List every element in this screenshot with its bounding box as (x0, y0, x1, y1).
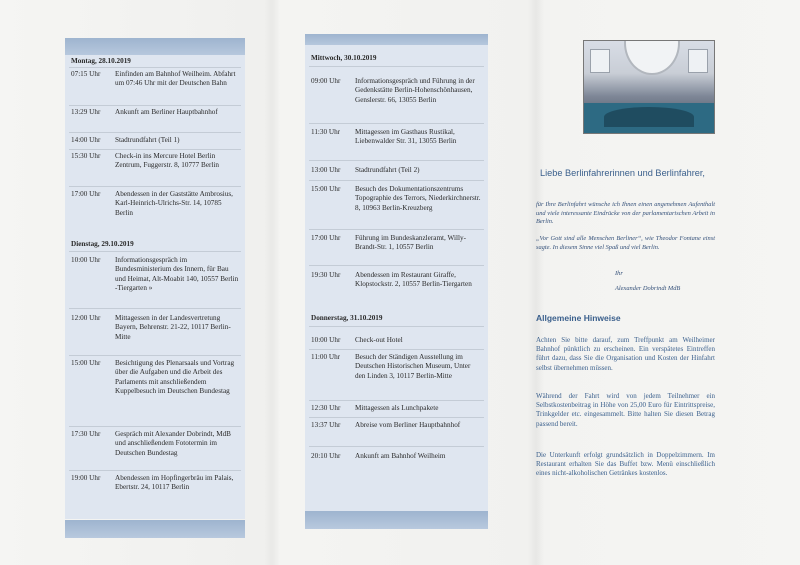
footer-bar (305, 511, 488, 529)
row-time: 11:00 Uhr (311, 353, 341, 361)
row-time: 09:00 Uhr (311, 77, 341, 85)
divider (69, 426, 241, 427)
day-heading-wednesday: Mittwoch, 30.10.2019 (311, 54, 377, 62)
signature-name: Alexander Dobrindt MdB (615, 285, 681, 292)
note-paragraph-1: Achten Sie bitte darauf, zum Treffpunkt am Weilheimer Bahnhof pünktlich zu erscheinen. Ein verspätetes Eintreffen führt dazu, dass Sie die Organisation und Kosten der Hinfahrt selbst übernehmen müssen. (536, 336, 715, 372)
schedule-column-middle (305, 0, 488, 565)
footer-bar (65, 520, 245, 538)
row-text: Besuch des Dokumentationszentrums Topographie des Terrors, Niederkirchnerstr. 8, 10963 Berlin-Kreuzberg (355, 185, 481, 212)
day-heading-monday: Montag, 28.10.2019 (71, 57, 131, 65)
row-time: 15:00 Uhr (71, 359, 101, 367)
row-time: 17:00 Uhr (311, 234, 341, 242)
row-text: Stadtrundfahrt (Teil 1) (115, 136, 180, 144)
row-text: Check-in ins Mercure Hotel Berlin Zentrum, Fuggerstr. 8, 10777 Berlin (115, 152, 220, 170)
row-text: Stadtrundfahrt (Teil 2) (355, 166, 420, 174)
divider (69, 355, 241, 356)
row-time: 14:00 Uhr (71, 136, 101, 144)
divider (69, 308, 241, 309)
row-time: 10:00 Uhr (311, 336, 341, 344)
row-time: 17:30 Uhr (71, 430, 101, 438)
divider (309, 446, 484, 447)
divider (309, 349, 484, 350)
row-time: 07:15 Uhr (71, 70, 101, 78)
row-text: Abendessen im Hopfingerbräu im Palais, Ebertstr. 24, 10117 Berlin (115, 474, 234, 492)
welcome-heading: Liebe Berlinfahrerinnen und Berlinfahrer, (540, 168, 705, 178)
divider (69, 105, 241, 106)
divider (309, 229, 484, 230)
divider (309, 160, 484, 161)
welcome-column (520, 0, 725, 565)
row-text: Führung im Bundeskanzleramt, Willy-Brandt-Str. 1, 10557 Berlin (355, 234, 466, 252)
dome-shape (624, 40, 680, 75)
day-heading-thursday: Donnerstag, 31.10.2019 (311, 314, 383, 322)
row-time: 13:00 Uhr (311, 166, 341, 174)
divider (309, 66, 484, 67)
divider (69, 149, 241, 150)
row-text: Mittagessen im Gasthaus Rustikal, Liebenwalder Str. 31, 13055 Berlin (355, 128, 457, 146)
divider (69, 470, 241, 471)
divider (309, 417, 484, 418)
row-time: 19:00 Uhr (71, 474, 101, 482)
quote-paragraph: „Vor Gott sind alle Menschen Berliner“, wie Theodor Fontane einst sagte. In diesem Sinne viel Spaß und viel Berlin. (536, 235, 715, 251)
row-text: Gespräch mit Alexander Dobrindt, MdB und anschließendem Fototermin im Deutschen Bundestag (115, 430, 231, 457)
row-time: 15:30 Uhr (71, 152, 101, 160)
row-time: 13:37 Uhr (311, 421, 341, 429)
row-text: Check-out Hotel (355, 336, 403, 344)
row-time: 10:00 Uhr (71, 256, 101, 264)
divider (69, 251, 241, 252)
window-shape (590, 49, 610, 73)
bundestag-plenary-photo (583, 40, 715, 134)
row-text: Ankunft am Berliner Hauptbahnhof (115, 108, 218, 116)
divider (309, 180, 484, 181)
row-text: Ankunft am Bahnhof Weilheim (355, 452, 446, 460)
row-time: 13:29 Uhr (71, 108, 101, 116)
row-time: 12:30 Uhr (311, 404, 341, 412)
row-text: Besuch der Ständigen Ausstellung im Deutschen Historischen Museum, Unter den Linden 3, 10117 Berlin-Mitte (355, 353, 471, 380)
schedule-column-left (65, 0, 245, 565)
note-paragraph-2: Während der Fahrt wird von jedem Teilnehmer ein Selbstkostenbeitrag in Höhe von 25,00 Euro für Eintrittspreise, Trinkgelder etc. eingesammelt. Bitte halten Sie diesen Betrag passend bereit. (536, 392, 715, 428)
signature-ihr: Ihr (615, 270, 623, 277)
row-text: Informationsgespräch und Führung in der Gedenkstätte Berlin-Hohenschönhausen, Genslerstr. 66, 13055 Berlin (355, 77, 475, 104)
divider (309, 400, 484, 401)
row-time: 12:00 Uhr (71, 314, 101, 322)
seats-shape (604, 107, 694, 127)
divider (309, 123, 484, 124)
divider (309, 265, 484, 266)
welcome-paragraph: für Ihre Berlinfahrt wünsche ich Ihnen einen angenehmen Aufenthalt und viele interessante Eindrücke von der parlamentarischen Arbeit in Berlin. (536, 201, 715, 226)
day-heading-tuesday: Dienstag, 29.10.2019 (71, 240, 134, 248)
row-time: 15:00 Uhr (311, 185, 341, 193)
notes-heading: Allgemeine Hinweise (536, 313, 621, 323)
header-bar (65, 38, 245, 56)
row-time: 19:30 Uhr (311, 271, 341, 279)
divider (309, 326, 484, 327)
divider (69, 132, 241, 133)
divider (69, 186, 241, 187)
row-time: 17:00 Uhr (71, 190, 101, 198)
window-shape (688, 49, 708, 73)
row-time: 20:10 Uhr (311, 452, 341, 460)
row-text: Mittagessen als Lunchpakete (355, 404, 439, 412)
row-text: Besichtigung des Plenarsaals und Vortrag über die Aufgaben und die Arbeit des Parlaments mit anschließendem Kuppelbesuch im Deutschen Bundestag (115, 359, 235, 396)
row-text: Abendessen in der Gaststätte Ambrosius, Karl-Heinrich-Ulrichs-Str. 14, 10785 Berlin (115, 190, 233, 217)
row-time: 11:30 Uhr (311, 128, 341, 136)
row-text: Abreise vom Berliner Hauptbahnhof (355, 421, 461, 429)
row-text: Informationsgespräch im Bundesministerium des Innern, für Bau und Heimat, Alt-Moabit 140, 10557 Berlin -Tiergarten » (115, 256, 239, 293)
row-text: Mittagessen in der Landesvertretung Bayern, Behrenstr. 21-22, 10117 Berlin-Mitte (115, 314, 231, 341)
note-paragraph-3: Die Unterkunft erfolgt grundsätzlich in Doppelzimmern. Im Restaurant erhalten Sie das Buffet bzw. Menü einschließlich eines nicht-alkoholischen Getränkes kostenlos. (536, 451, 715, 478)
row-text: Einfinden am Bahnhof Weilheim. Abfahrt um 07:46 Uhr mit der Deutschen Bahn (115, 70, 236, 88)
divider (69, 67, 241, 68)
schedule-row (71, 70, 239, 102)
row-text: Abendessen im Restaurant Giraffe, Klopstockstr. 2, 10557 Berlin-Tiergarten (355, 271, 472, 289)
